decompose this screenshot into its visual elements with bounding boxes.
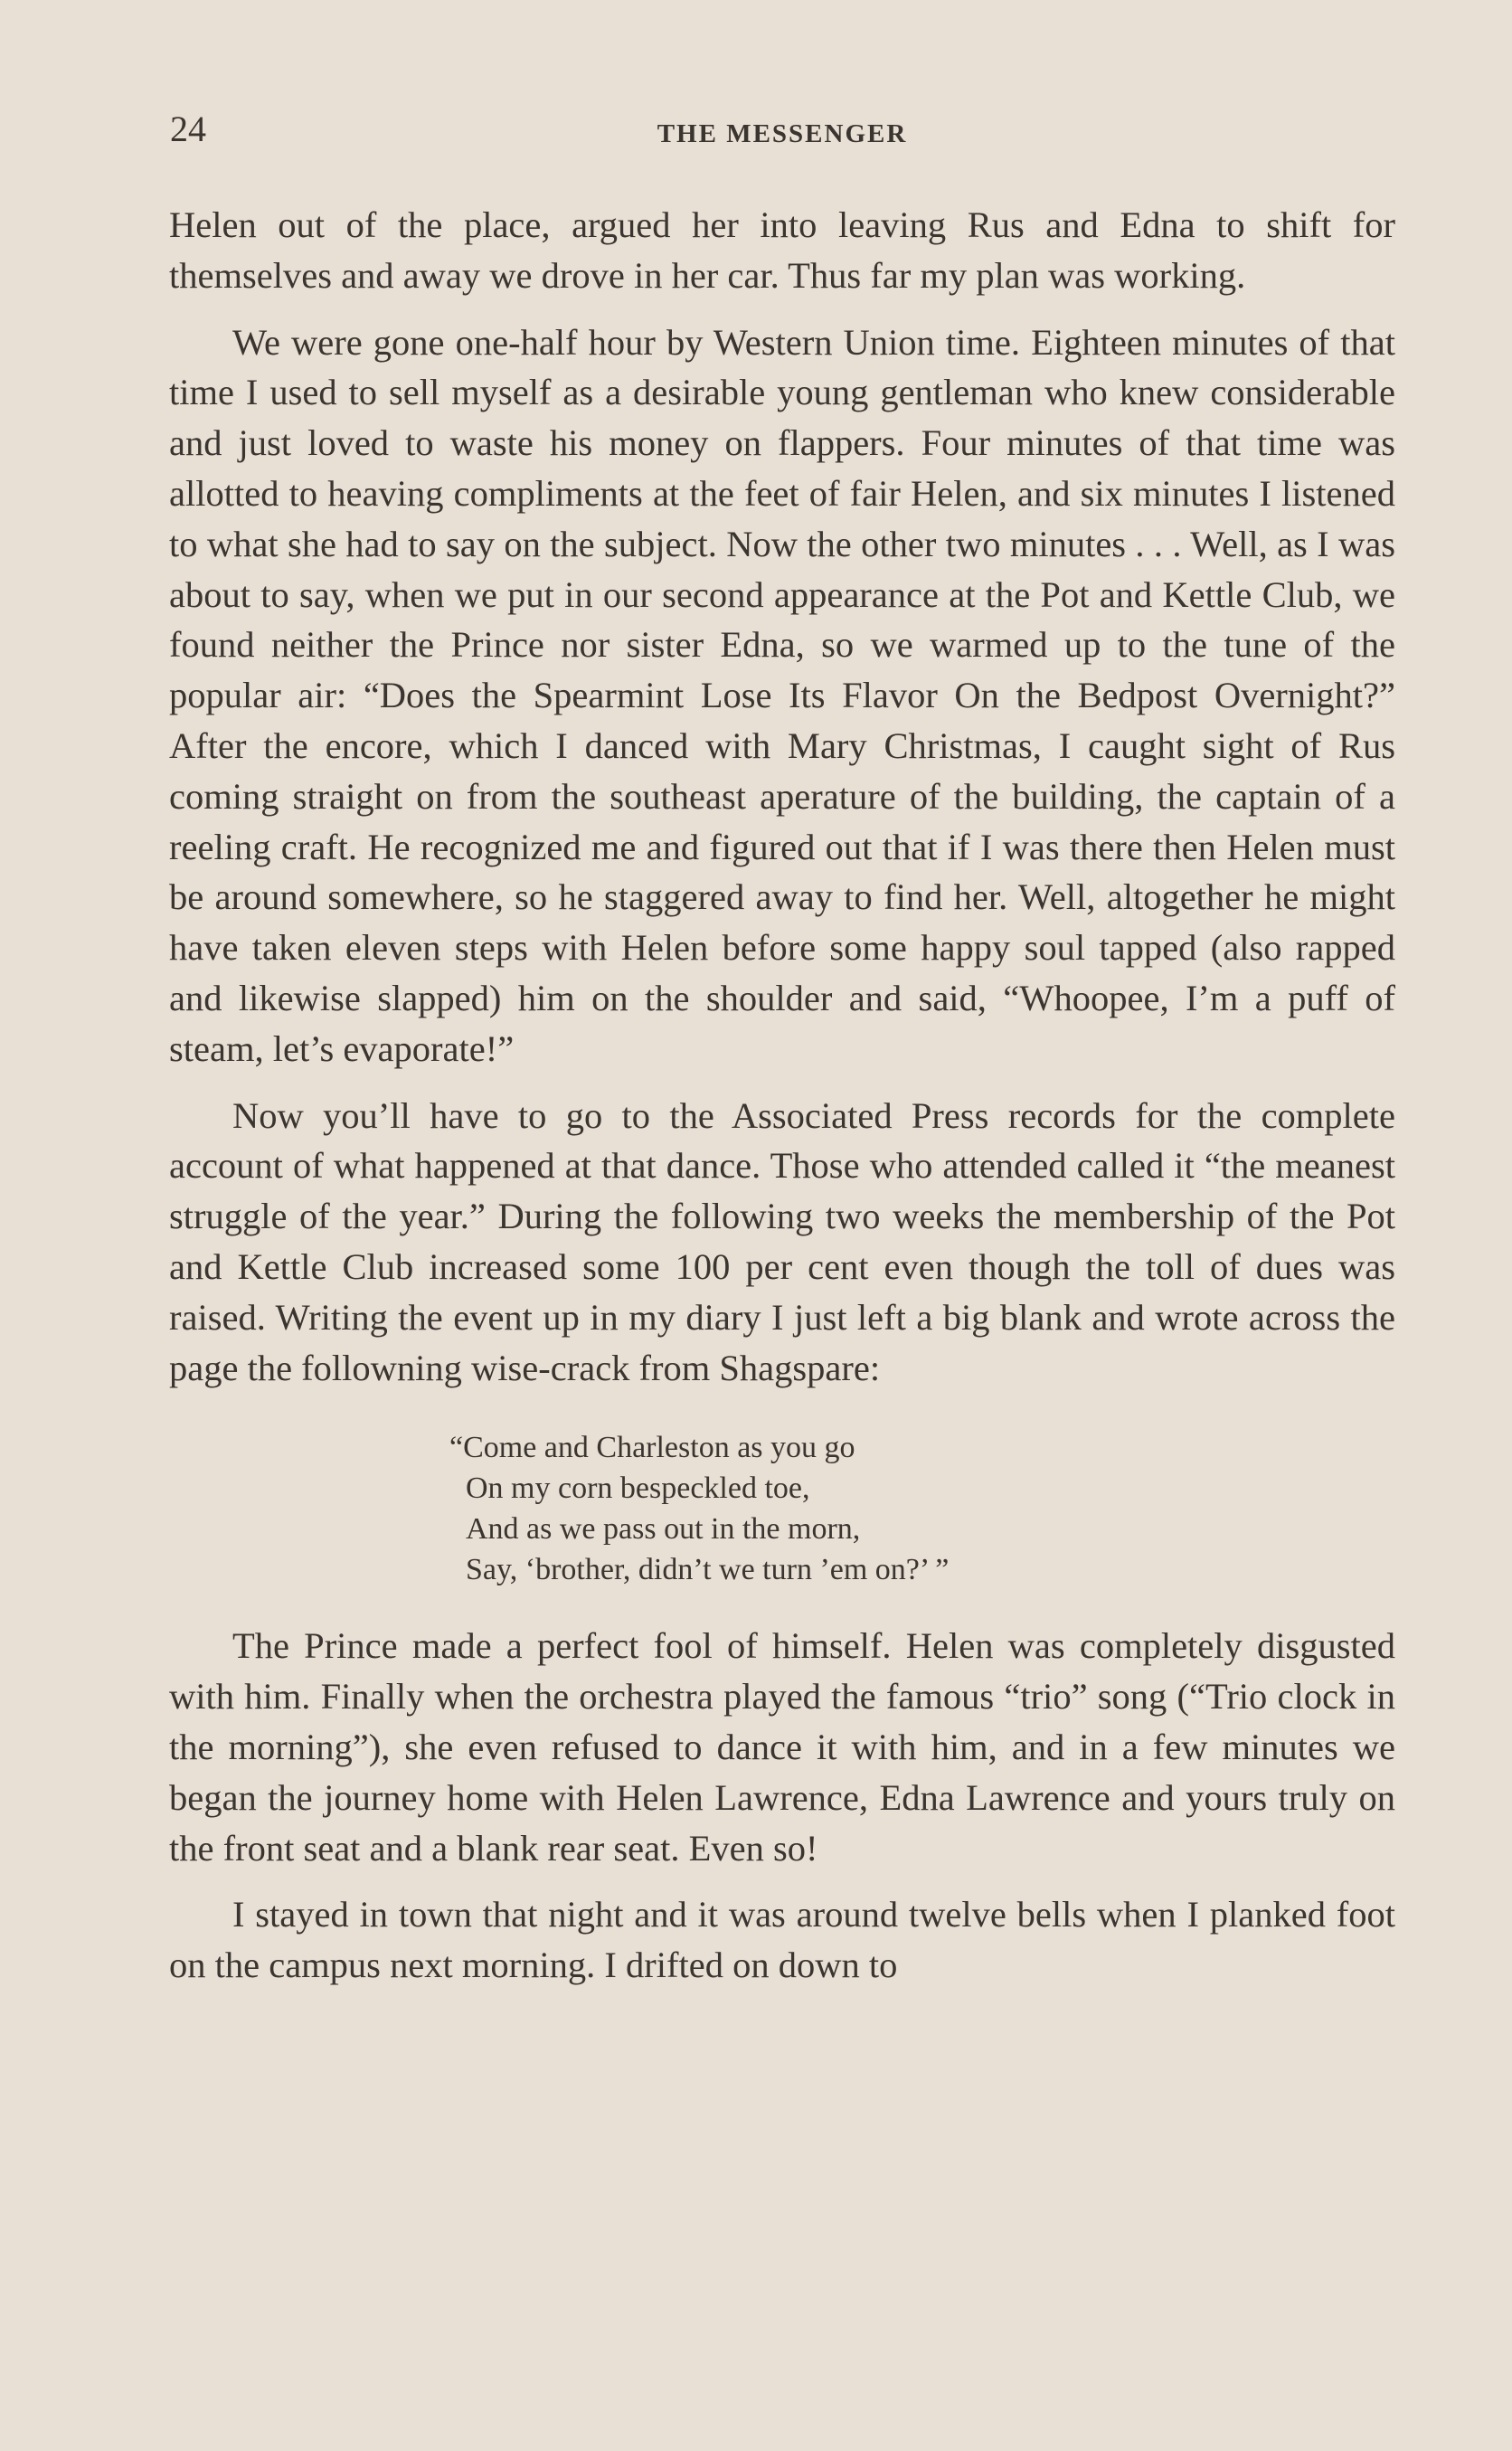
poem-line: Say, ‘brother, didn’t we turn ’em on?’ ”: [466, 1553, 950, 1587]
poem-quote: [169, 1427, 1395, 1590]
paragraph: I stayed in town that night and it was around twelve bells when I planked foot on the campus next morning. I drifted on down to: [169, 1894, 1395, 1986]
page-number: 24: [170, 109, 206, 149]
paragraph: Helen out of the place, argued her into leaving Rus and Edna to shift for themselves and away we drove in her car. Thus far my plan was working.: [169, 204, 1395, 296]
poem-line: And as we pass out in the morn,: [466, 1512, 861, 1547]
page-header: [170, 107, 1394, 161]
paragraph: The Prince made a perfect fool of himself. Helen was completely disgusted with him. Finally when the orchestra played the famous “trio” song (“Trio clock in the morning”), she even refused to dance it with him, and in a few minutes we began the journey home with Helen Lawrence, Edna Lawrence and yours truly on the front seat and a blank rear seat. Even so!: [169, 1625, 1395, 1869]
poem-line: “Come and Charleston as you go: [449, 1431, 855, 1465]
body-text: [169, 200, 1395, 2007]
running-head: THE MESSENGER: [657, 119, 908, 148]
paragraph: Now you’ll have to go to the Associated Press records for the complete account of what happened at that dance. Those who attended called it “the meanest struggle of the year.” During the following two weeks the membership of the Pot and Kettle Club increased some 100 per cent even though the toll of dues was raised. Writing the event up in my diary I just left a big blank and wrote across the page the followning wise-crack from Shagspare:: [169, 1094, 1395, 1388]
poem-line: On my corn bespeckled toe,: [466, 1472, 810, 1506]
paragraph: We were gone one-half hour by Western Union time. Eighteen minutes of that time I used to sell myself as a desirable young gentleman who knew considerable and just loved to waste his money on flappers. Four minutes of that time was allotted to heaving compliments at the feet of fair Helen, and six minutes I listened to what she had to say on the subject. Now the other two minutes . . . Well, as I was about to say, when we put in our second appearance at the Pot and Kettle Club, we found neither the Prince nor sister Edna, so we warmed up to the tune of the popular air: “Does the Spearmint Lose Its Flavor On the Bedpost Overnight?” After the encore, which I danced with Mary Christmas, I caught sight of Rus coming straight on from the southeast aperature of the building, the captain of a reeling craft. He recognized me and figured out that if I was there then Helen must be around somewhere, so he staggered away to find her. Well, altogether he might have taken eleven steps with Helen before some happy soul tapped (also rapped and likewise slapped) him on the shoulder and said, “Whoopee, I’m a puff of steam, let’s evaporate!”: [169, 321, 1395, 1069]
